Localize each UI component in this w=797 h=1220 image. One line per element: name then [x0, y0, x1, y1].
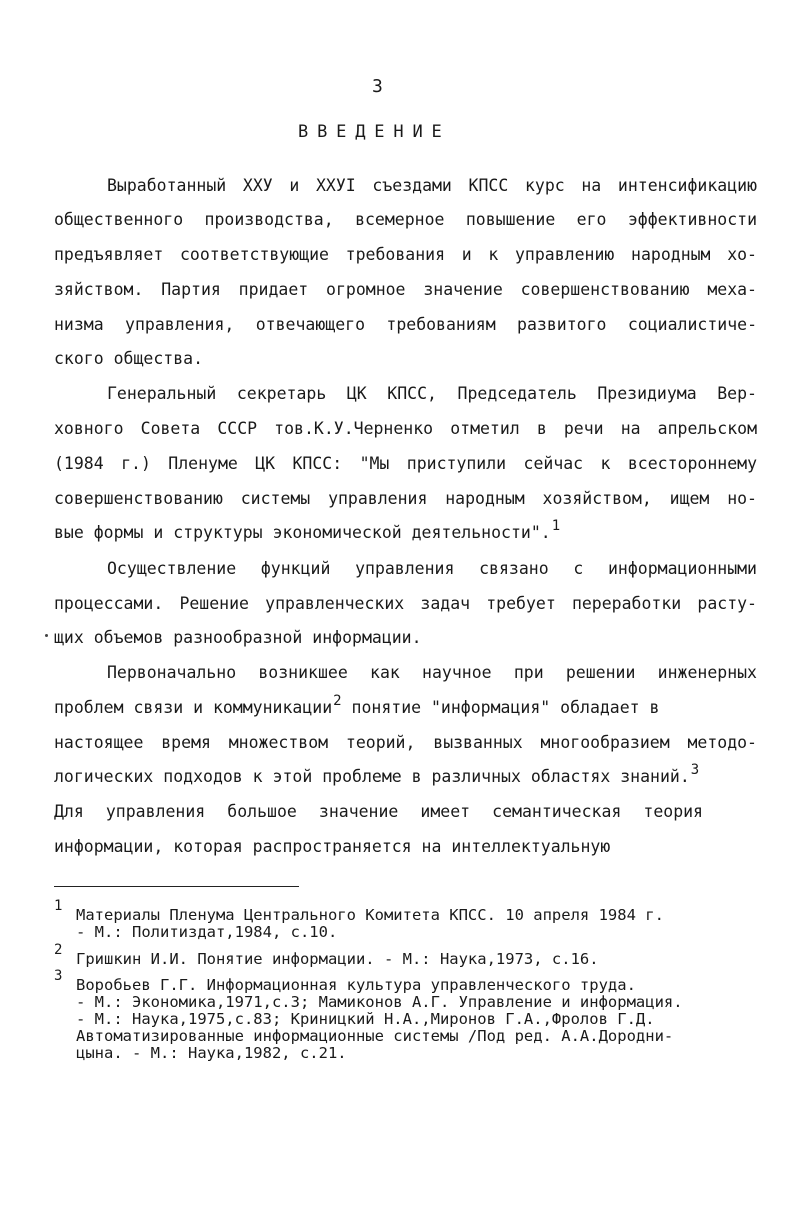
footnote-2-line-1: Гришкин И.И. Понятие информации. - М.: Наука,1973, с.16.: [76, 950, 599, 968]
footnote-ref-2: 2: [333, 693, 342, 709]
footnote-ref-3: 3: [690, 762, 700, 778]
paragraph-1-line-2: общественного производства, всемерное повышение его эффективности: [54, 210, 757, 229]
footnote-1-line-1: Материалы Пленума Центрального Комитета КПСС. 10 апреля 1984 г.: [76, 906, 664, 924]
footnote-1-line-2: - М.: Политиздат,1984, с.10.: [76, 923, 338, 941]
paragraph-2-line-3: (1984 г.) Пленуме ЦК КПСС: "Мы приступили сейчас к всестороннему: [54, 454, 757, 473]
paragraph-4-line-6: информации, которая распространяется на интеллектуальную: [54, 837, 611, 856]
paragraph-3-line-1: Осуществление функций управления связано с информационными: [107, 559, 757, 578]
footnote-3-line-3: - М.: Наука,1975,с.83; Криницкий Н.А.,Миронов Г.А.,Фролов Г.Д.: [76, 1010, 655, 1028]
margin-dot: [45, 634, 48, 637]
paragraph-1-line-3: предъявляет соответствующие требования и к управлению народным хо-: [54, 245, 757, 264]
footnote-3-line-1: Воробьев Г.Г. Информационная культура управленческого труда.: [76, 976, 636, 994]
footnote-divider: [54, 886, 299, 887]
footnote-3-line-2: - М.: Экономика,1971,с.3; Мамиконов А.Г. Управление и информация.: [76, 993, 683, 1011]
paragraph-2-line-2: ховного Совета СССР тов.К.У.Черненко отметил в речи на апрельском: [54, 419, 757, 438]
paragraph-4-line-4-text: логических подходов к этой проблеме в различных областях знаний.: [54, 767, 690, 786]
paragraph-3-line-3: щих объемов разнообразной информации.: [54, 628, 422, 647]
paragraph-4-line-2b: понятие "информация" обладает в: [341, 698, 660, 717]
footnote-3-line-5: цына. - М.: Наука,1982, с.21.: [76, 1044, 347, 1062]
paragraph-4-line-5: Для управления большое значение имеет семантическая теория: [54, 802, 703, 821]
footnote-2: [54, 942, 774, 968]
paragraph-2-line-5-text: вые формы и структуры экономической деятельности".: [54, 523, 551, 542]
paragraph-1-line-5: низма управления, отвечающего требованиям развитого социалистиче-: [54, 315, 757, 334]
footnote-1-number: 1: [54, 898, 63, 914]
paragraph-1-line-6: ского общества.: [54, 349, 204, 368]
page-title: ВВЕДЕНИЕ: [298, 122, 451, 142]
paragraph-4-line-4: [54, 762, 757, 786]
paragraph-2-line-5: [54, 518, 757, 542]
footnote-3-line-4: Автоматизированные информационные системы /Под ред. А.А.Дородни-: [76, 1027, 674, 1045]
footnote-2-number: 2: [54, 942, 63, 958]
paragraph-4-line-3: настоящее время множеством теорий, вызванных многообразием методо-: [54, 733, 757, 752]
paragraph-2-line-1: Генеральный секретарь ЦК КПСС, Председатель Президиума Вер-: [107, 384, 757, 403]
paragraph-4-line-1: Первоначально возникшее как научное при решении инженерных: [107, 663, 757, 682]
footnote-3-number: 3: [54, 968, 63, 984]
footnote-1: [54, 898, 774, 941]
footnote-ref-1: 1: [551, 518, 561, 534]
paragraph-4-line-2a: проблем связи и коммуникации: [54, 698, 333, 717]
paragraph-3-line-2: процессами. Решение управленческих задач требует переработки расту-: [54, 594, 757, 613]
paragraph-2-line-4: совершенствованию системы управления народным хозяйством, ищем но-: [54, 489, 757, 508]
paragraph-1-line-4: зяйством. Партия придает огромное значение совершенствованию меха-: [54, 280, 757, 299]
page-number: 3: [372, 76, 383, 97]
footnote-3: [54, 968, 774, 1062]
paragraph-4-line-2: [54, 693, 757, 717]
paragraph-1-line-1: Выработанный XXУ и XXУI съездами КПСС курс на интенсификацию: [107, 176, 757, 195]
